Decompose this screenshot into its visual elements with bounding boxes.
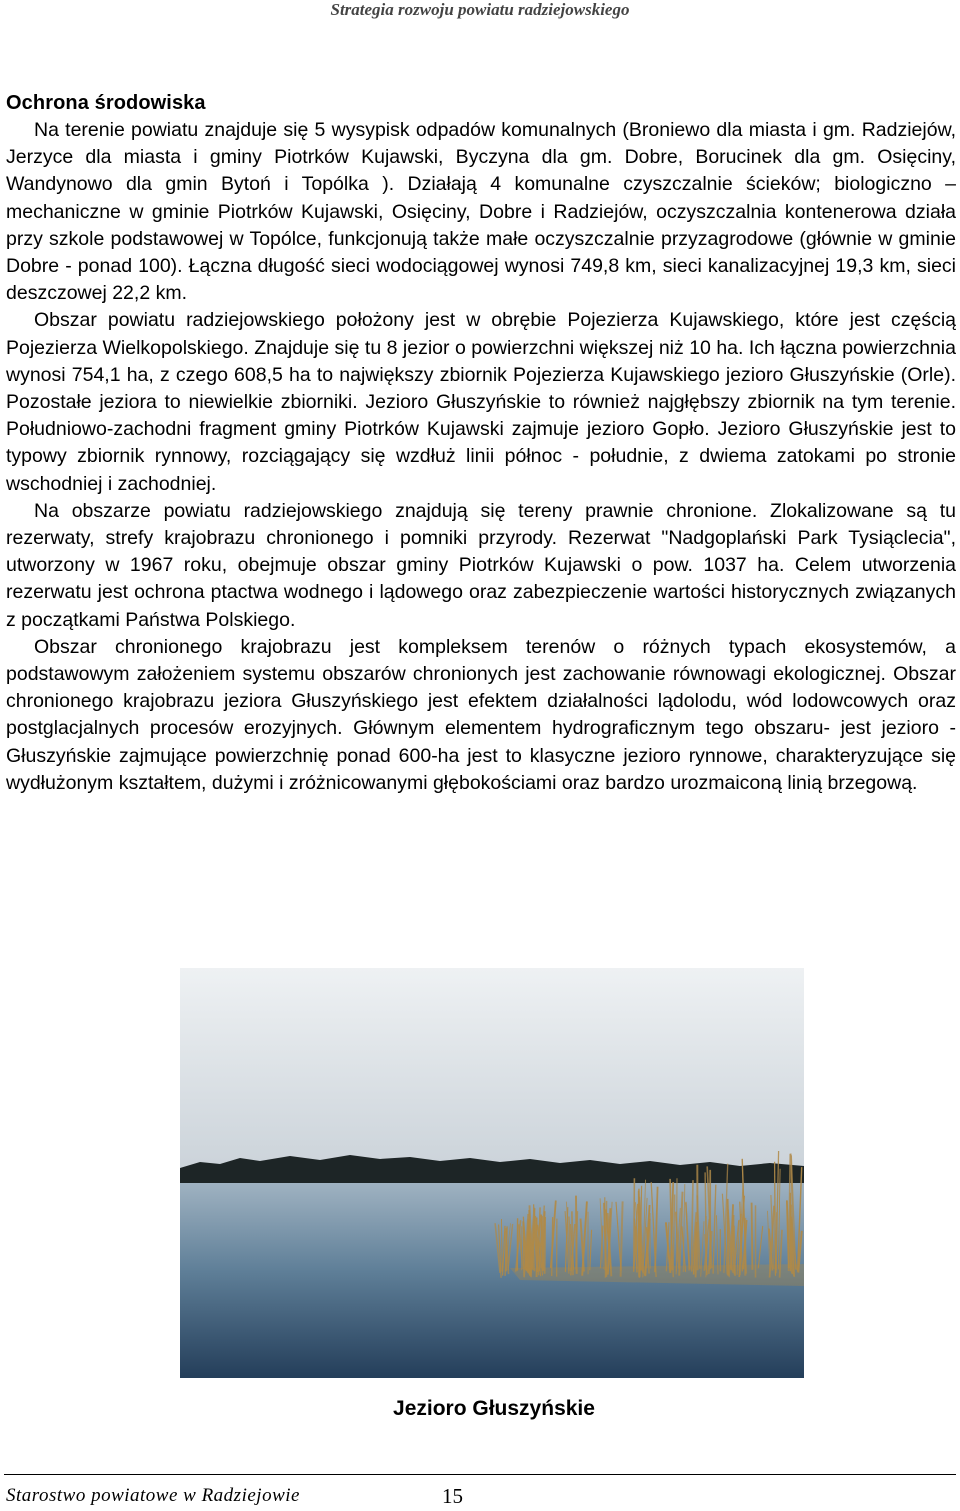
lake-photo bbox=[180, 968, 804, 1378]
reed-stalk bbox=[545, 1217, 546, 1274]
photo-caption: Jezioro Głuszyńskie bbox=[393, 1397, 595, 1420]
running-header: Strategia rozwoju powiatu radziejowskiego bbox=[330, 0, 630, 19]
reed-stalk bbox=[576, 1196, 577, 1274]
paragraph-protected-landscape: Obszar chronionego krajobrazu jest kompleksem terenów o różnych typach ekosystemów, a podstawowym założeniem systemu obszarów chronionych jest zachowanie równowagi ekologicznej. Obszar chronionego krajobrazu jeziora Głuszyńskiego jest efektem działalności lądolodu, wód lodowcowych oraz postglacjalnych procesów erozyjnych. Głównym elementem hydrograficznym tego obszaru- jest jezioro - Głuszyńskie zajmujące powierzchnię ponad 600-ha jest to klasyczne jezioro rynnowe, charakteryzujące się wydłużonym kształtem, dużymi i zróżnicowanymi głębokościami oraz bardzo urozmaiconą linią brzegową. bbox=[6, 635, 956, 794]
paragraph-waste-and-sewage: Na terenie powiatu znajduje się 5 wysypisk odpadów komunalnych (Broniewo dla miasta i gm. Radziejów, Jerzyce dla miasta i gminy Piotrków Kujawski, Byczyna dla gm. Dobre, Borucinek dla gm. Osięciny, Wandynowo dla gmin Bytoń i Topólka ). Działają 4 komunalne czyszczalnie ścieków; biologiczno – mechaniczne w gminie Piotrków Kujawski, Osięciny, Dobre i Radziejów, oczyszczalnia kontenerowa działa przy szkole podstawowej w Topólce, funkcjonują także małe oczyszczalnie przyzagrodowe (głównie w gminie Dobre - ponad 100). Łączna długość sieci wodociągowej wynosi 749,8 km, sieci kanalizacyjnej 19,3 km, sieci deszczowej 22,2 km. bbox=[6, 119, 956, 305]
footer-office-name: Starostwo powiatowe w Radziejowie bbox=[6, 1485, 300, 1506]
reed-stalk bbox=[752, 1203, 753, 1270]
page-number: 15 bbox=[442, 1484, 463, 1508]
paragraph-protected-areas: Na obszarze powiatu radziejowskiego znajdują się tereny prawnie chronione. Zlokalizowane są tu rezerwaty, strefy krajobrazu chronionego i pomniki przyrody. Rezerwat "Nadgoplański Park Tysiąclecia", utworzony w 1967 roku, obejmuje obszar gminy Piotrków Kujawski o pow. 1037 ha. Celem utworzenia rezerwatu jest ochrona ptactwa wodnego i lądowego oraz zabezpieczenie wartości historycznych związanych z początkami Państwa Polskiego. bbox=[6, 499, 956, 631]
footer-divider bbox=[4, 1474, 956, 1475]
lake-photo-illustration bbox=[180, 968, 804, 1378]
sky bbox=[180, 968, 804, 1183]
document-body bbox=[6, 90, 956, 797]
section-title: Ochrona środowiska bbox=[6, 92, 206, 114]
paragraph-lakes: Obszar powiatu radziejowskiego położony jest w obrębie Pojezierza Kujawskiego, które jest częścią Pojezierza Wielkopolskiego. Znajduje się tu 8 jezior o powierzchni większej niż 10 ha. Ich łączna powierzchnia wynosi 754,1 ha, z czego 608,5 ha to największy zbiornik Pojezierza Kujawskiego jezioro Głuszyńskie (Orle). Pozostałe jeziora to niewielkie zbiorniki. Jezioro Głuszyńskie to również najgłębszy zbiornik na tym terenie. Południowo-zachodni fragment gminy Piotrków Kujawski zajmuje jezioro Gopło. Jezioro Głuszyńskie jest to typowy zbiornik rynnowy, rozciągający się wzdłuż linii północ - południe, z dwiema zatokami po stronie wschodniej i zachodniej. bbox=[6, 309, 956, 495]
reed-stalk bbox=[634, 1178, 635, 1269]
reed-stalk bbox=[502, 1219, 503, 1272]
